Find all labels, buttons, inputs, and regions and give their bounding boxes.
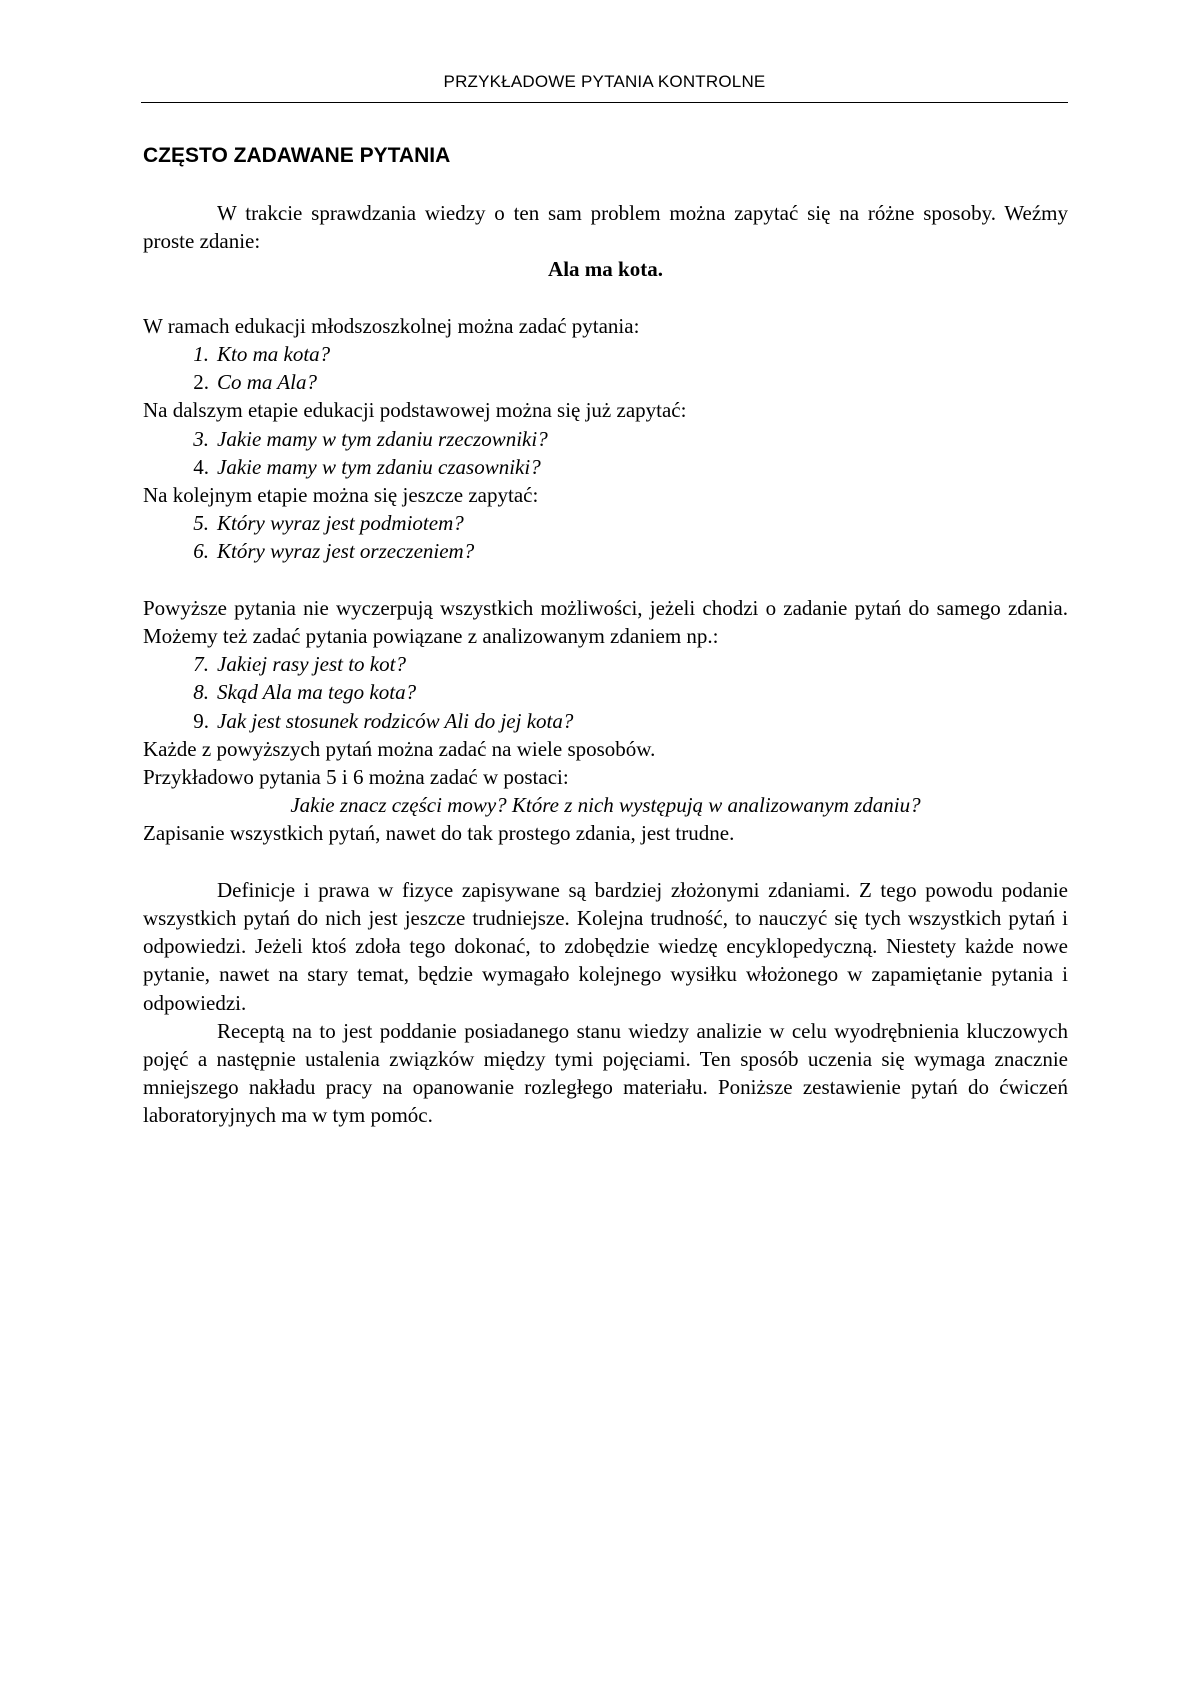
list-item-number: 5. [193, 511, 209, 536]
difficulty-line: Zapisanie wszystkich pytań, nawet do tak prostego zdania, jest trudne. [143, 821, 735, 846]
list-item-number: 2. [193, 370, 209, 395]
list-item [143, 509, 1068, 537]
list-item [143, 678, 1068, 706]
list-item-text: Skąd Ala ma tego kota? [217, 680, 417, 705]
list-item-number: 6. [193, 539, 209, 564]
blank-line [143, 284, 1068, 312]
running-header: PRZYKŁADOWE PYTANIA KONTROLNE [443, 72, 766, 91]
list-item [143, 368, 1068, 396]
definitions-paragraph: Definicje i prawa w fizyce zapisywane są bardziej złożonymi zdaniami. Z tego powodu podanie wszystkich pytań do nich jest jeszcze trudniejsze. Kolejna trudność, to nauczyć się tych wszystkich pytań i odpowiedzi. Jeżeli ktoś zdoła tego dokonać, to zdobędzie wiedzę encyklopedyczną. Niestety każde nowe pytanie, nawet na stary temat, będzie wymagało kolejnego wysiłku włożonego w zapamiętanie pytania i odpowiedzi. [143, 877, 1068, 1015]
example-sentence: Ala ma kota. [548, 257, 663, 282]
each-question-line: Każde z powyższych pytań można zadać na wiele sposobów. [143, 736, 656, 761]
list-item-text: Co ma Ala? [217, 370, 317, 395]
question-list-2 [143, 425, 1068, 481]
example-intro-line: Przykładowo pytania 5 i 6 można zadać w postaci: [143, 765, 569, 790]
list-item-number: 8. [193, 680, 209, 705]
lead-line-3: Na kolejnym etapie można się jeszcze zapytać: [143, 483, 539, 508]
list-item-text: Kto ma kota? [217, 342, 331, 366]
question-list-3 [143, 509, 1068, 565]
header-rule [141, 102, 1068, 103]
lead-line-2: Na dalszym etapie edukacji podstawowej można się już zapytać: [143, 398, 687, 423]
list-item [143, 453, 1068, 481]
more-questions-paragraph: Powyższe pytania nie wyczerpują wszystkich możliwości, jeżeli chodzi o zadanie pytań do samego zdania. Możemy też zadać pytania powiązane z analizowanym zdaniem np.: [143, 595, 1068, 649]
recipe-paragraph: Receptą na to jest poddanie posiadanego stanu wiedzy analizie w celu wyodrębnienia kluczowych pojęć a następnie ustalenia związków między tymi pojęciami. Ten sposób uczenia się wymaga znacznie mniejszego nakładu pracy na opanowanie rozległego materiału. Poniższe zestawienie pytań do ćwiczeń laboratoryjnych ma w tym pomóc. [143, 1018, 1068, 1128]
list-item-text: Który wyraz jest podmiotem? [217, 511, 464, 536]
list-item-number: 7. [193, 652, 209, 677]
list-item-text: Który wyraz jest orzeczeniem? [217, 539, 475, 564]
list-item-text: Jakie mamy w tym zdaniu rzeczowniki? [217, 426, 548, 451]
list-item [143, 537, 1068, 565]
example-question: Jakie znacz części mowy? Które z nich występują w analizowanym zdaniu? [290, 793, 921, 818]
list-item-text: Jakiej rasy jest to kot? [217, 652, 406, 677]
list-item-number: 3. [193, 426, 209, 451]
blank-line [143, 848, 1068, 876]
body-text [143, 199, 1068, 1130]
list-item [143, 340, 1068, 368]
lead-line-1: W ramach edukacji młodszoszkolnej można zadać pytania: [143, 313, 640, 338]
list-item-text: Jak jest stosunek rodziców Ali do jej kota? [217, 708, 574, 733]
section-title: CZĘSTO ZADAWANE PYTANIA [143, 144, 451, 167]
list-item-number: 1. [193, 342, 209, 366]
list-item [143, 425, 1068, 453]
list-item-number: 9. [193, 708, 209, 733]
intro-paragraph: W trakcie sprawdzania wiedzy o ten sam problem można zapytać się na różne sposoby. Weźmy proste zdanie: [143, 201, 1068, 254]
list-item-text: Jakie mamy w tym zdaniu czasowniki? [217, 454, 541, 479]
list-item [143, 707, 1068, 735]
question-list-1 [143, 340, 1068, 396]
question-list-4 [143, 650, 1068, 735]
list-item-number: 4. [193, 454, 209, 479]
blank-line [143, 566, 1068, 594]
list-item [143, 650, 1068, 678]
